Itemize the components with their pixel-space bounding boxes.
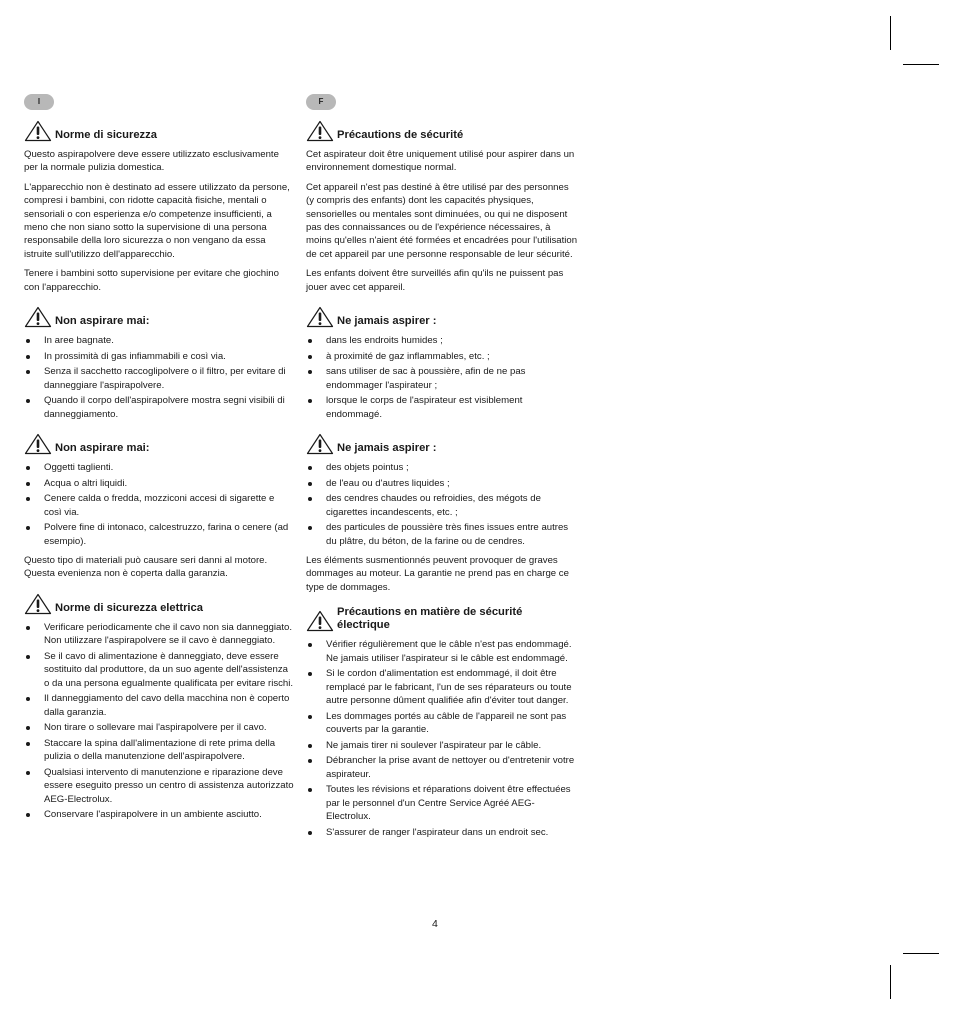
list-item: Si le cordon d'alimentation est endommagé, il doit être remplacé par le fabricant, l'un de ses réparateurs ou toute autre personne dûment qualifiée afin d'éviter tout danger. <box>306 667 578 707</box>
list-item: S'assurer de ranger l'aspirateur dans un endroit sec. <box>306 826 578 839</box>
safety-section <box>24 593 294 822</box>
safety-section <box>306 306 578 421</box>
section-title: Ne jamais aspirer : <box>337 442 437 455</box>
list-item: Non tirare o sollevare mai l'aspirapolvere per il cavo. <box>24 721 294 734</box>
body-paragraph: Les enfants doivent être surveillés afin qu'ils ne puissent pas jouer avec cet appareil. <box>306 268 564 293</box>
warning-icon <box>306 433 334 456</box>
list-item: Qualsiasi intervento di manutenzione e riparazione deve essere eseguito presso un centro di assistenza autorizzato AEG-Electrolux. <box>24 766 294 806</box>
safety-section <box>306 606 578 839</box>
list-item: des cendres chaudes ou refroidies, des mégots de cigarettes incandescents, etc. ; <box>306 492 578 519</box>
section-title: Précautions en matière de sécurité électrique <box>337 606 523 632</box>
crop-mark-bottom-horizontal <box>903 953 939 954</box>
warning-icon <box>306 120 334 143</box>
warning-icon <box>24 306 52 329</box>
safety-section <box>306 120 578 294</box>
crop-mark-bottom-vertical <box>890 965 891 999</box>
section-title: Ne jamais aspirer : <box>337 315 437 328</box>
section-title: Norme di sicurezza elettrica <box>55 601 203 614</box>
list-item: Vérifier régulièrement que le câble n'est pas endommagé. Ne jamais utiliser l'aspirateur si le câble est endommagé. <box>306 638 578 665</box>
list-item: Staccare la spina dall'alimentazione di rete prima della pulizia o della manutenzione dell'aspirapolvere. <box>24 737 294 764</box>
french-column <box>306 94 578 851</box>
list-item: Acqua o altri liquidi. <box>24 477 294 490</box>
list-item: In prossimità di gas infiammabili e così via. <box>24 350 294 363</box>
list-item: Débrancher la prise avant de nettoyer ou d'entretenir votre aspirateur. <box>306 754 578 781</box>
list-item: Il danneggiamento del cavo della macchina non è coperto dalla garanzia. <box>24 692 294 719</box>
body-paragraph: Cet appareil n'est pas destiné à être utilisé par des personnes (y compris des enfants) dont les capacités physiques, sensorielles ou mentales sont diminuées, ou qui ne disposent pas des connaissances ou de l'expérience nécessaires, à moins qu'elles n'aient été formées et encadrées pour l'utilisation de cet appareil par une personne responsable de leur sécurité. <box>306 181 578 260</box>
section-heading <box>24 433 294 456</box>
list-item: de l'eau ou d'autres liquides ; <box>306 477 578 490</box>
list-item: Cenere calda o fredda, mozziconi accesi di sigarette e così via. <box>24 492 294 519</box>
list-item: dans les endroits humides ; <box>306 334 578 347</box>
body-paragraph: Cet aspirateur doit être uniquement utilisé pour aspirer dans un environnement domestique normal. <box>306 149 575 174</box>
warning-icon <box>24 120 52 143</box>
list-item: Les dommages portés au câble de l'appareil ne sont pas couverts par la garantie. <box>306 710 578 737</box>
body-paragraph: Questo tipo di materiali può causare seri danni al motore. Questa evenienza non è coperta dalla garanzia. <box>24 555 268 580</box>
safety-section <box>24 433 294 581</box>
warning-icon <box>306 306 334 329</box>
list-item: Polvere fine di intonaco, calcestruzzo, farina o cenere (ad esempio). <box>24 521 294 548</box>
page-number: 4 <box>432 918 438 930</box>
section-heading <box>24 593 294 616</box>
section-heading <box>306 120 578 143</box>
section-heading <box>24 120 294 143</box>
section-heading <box>24 306 294 329</box>
bullet-list <box>306 461 578 548</box>
list-item: Quando il corpo dell'aspirapolvere mostra segni visibili di danneggiamento. <box>24 394 294 421</box>
crop-mark-top-horizontal <box>903 64 939 65</box>
bullet-list <box>24 461 294 548</box>
list-item: Verificare periodicamente che il cavo non sia danneggiato. Non utilizzare l'aspirapolvere se il cavo è danneggiato. <box>24 621 294 648</box>
body-paragraph: Les éléments susmentionnés peuvent provoquer de graves dommages au moteur. La garantie ne prend pas en charge ce type de dommages. <box>306 555 569 593</box>
list-item: Se il cavo di alimentazione è danneggiato, deve essere sostituito dal produttore, da un suo agente dell'assistenza o da una persona egualmente qualificata per evitare rischi. <box>24 650 294 690</box>
bullet-list <box>306 334 578 421</box>
list-item: Senza il sacchetto raccoglipolvere o il filtro, per evitare di danneggiare l'aspirapolvere. <box>24 365 294 392</box>
safety-section <box>24 120 294 294</box>
body-paragraph: Questo aspirapolvere deve essere utilizzato esclusivamente per la normale pulizia domestica. <box>24 149 279 174</box>
safety-section <box>24 306 294 421</box>
section-title: Norme di sicurezza <box>55 129 157 141</box>
bullet-list <box>306 638 578 839</box>
body-paragraph: L'apparecchio non è destinato ad essere utilizzato da persone, compresi i bambini, con ridotte capacità fisiche, mentali o sensoriali o con esperienza e/o competenze insufficienti, a meno che non siano sotto la supervisione di una persona responsabile della loro sicurezza o non vengano da essa istruite sull'utilizzo dell'apparecchio. <box>24 181 290 260</box>
list-item: des objets pointus ; <box>306 461 578 474</box>
section-heading <box>306 306 578 329</box>
warning-icon <box>306 610 334 633</box>
language-badge-french: F <box>306 94 336 110</box>
section-heading <box>306 433 578 456</box>
safety-section <box>306 433 578 594</box>
italian-sections <box>24 120 294 822</box>
list-item: à proximité de gaz inflammables, etc. ; <box>306 350 578 363</box>
warning-icon <box>24 433 52 456</box>
bullet-list <box>24 334 294 421</box>
list-item: Toutes les révisions et réparations doivent être effectuées par le personnel d'un Centre Service Agréé AEG-Electrolux. <box>306 783 578 823</box>
french-sections <box>306 120 578 839</box>
section-title: Précautions de sécurité <box>337 129 464 141</box>
bullet-list <box>24 621 294 822</box>
italian-column <box>24 94 294 834</box>
list-item: In aree bagnate. <box>24 334 294 347</box>
warning-icon <box>24 593 52 616</box>
list-item: Ne jamais tirer ni soulever l'aspirateur par le câble. <box>306 739 578 752</box>
section-heading <box>306 606 578 633</box>
list-item: sans utiliser de sac à poussière, afin de ne pas endommager l'aspirateur ; <box>306 365 578 392</box>
language-badge-italian: I <box>24 94 54 110</box>
list-item: des particules de poussière très fines issues entre autres du plâtre, du béton, de la farine ou de cendres. <box>306 521 578 548</box>
list-item: lorsque le corps de l'aspirateur est visiblement endommagé. <box>306 394 578 421</box>
list-item: Conservare l'aspirapolvere in un ambiente asciutto. <box>24 808 294 821</box>
body-paragraph: Tenere i bambini sotto supervisione per evitare che giochino con l'apparecchio. <box>24 268 279 293</box>
list-item: Oggetti taglienti. <box>24 461 294 474</box>
section-title: Non aspirare mai: <box>55 442 150 455</box>
section-title: Non aspirare mai: <box>55 315 150 328</box>
crop-mark-top-vertical <box>890 16 891 50</box>
